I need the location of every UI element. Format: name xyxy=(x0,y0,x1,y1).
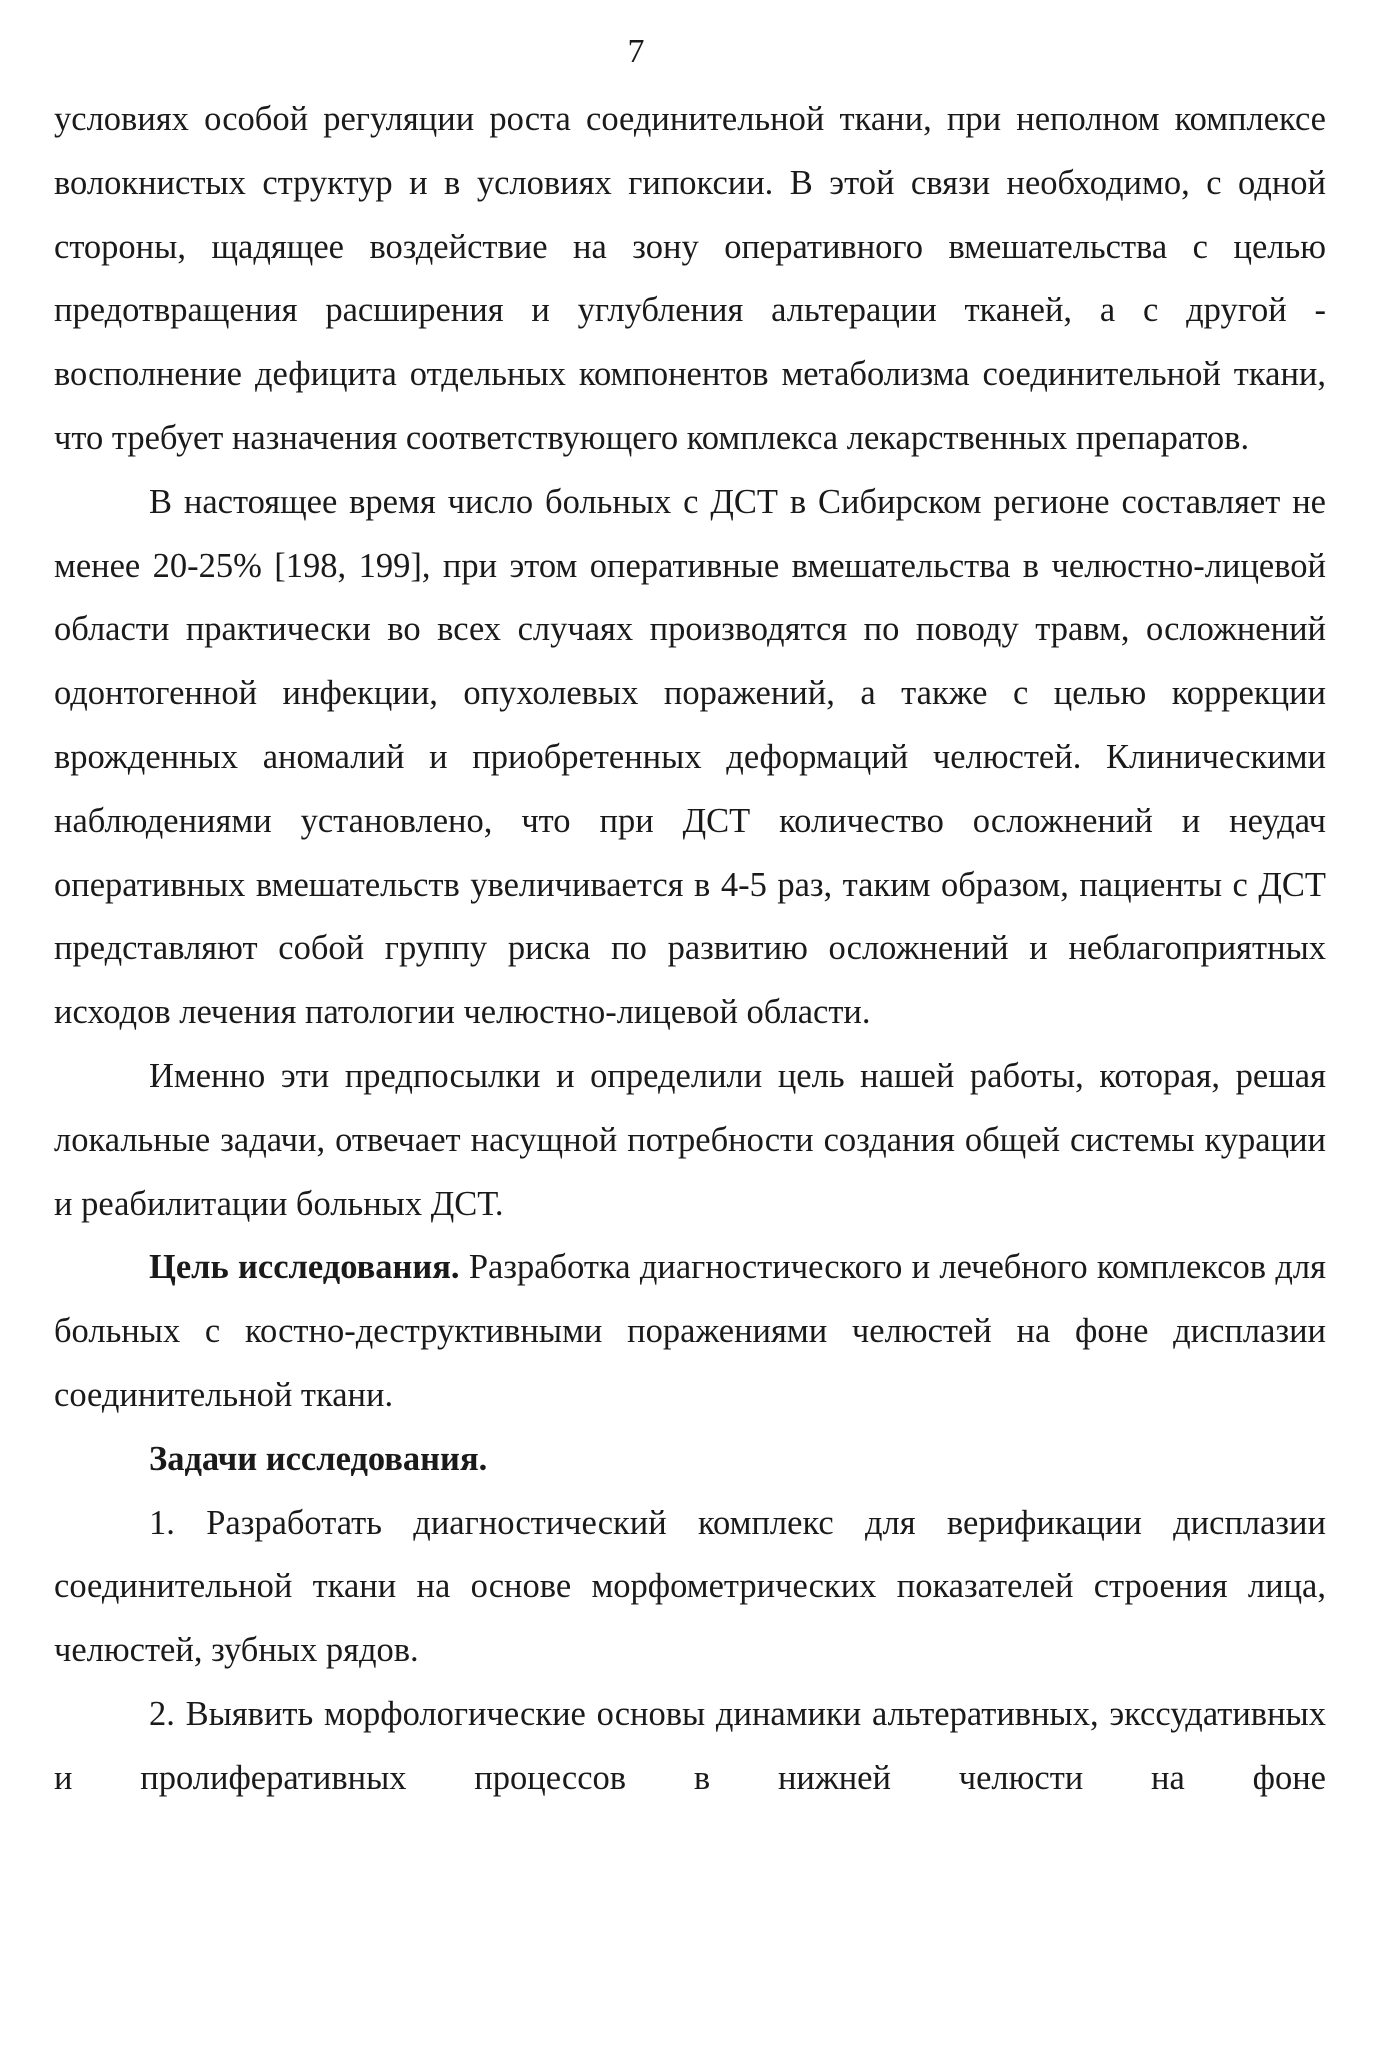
research-goal-label: Цель исследования. xyxy=(149,1248,460,1287)
paragraph-research-goal xyxy=(54,1236,1326,1427)
research-goal-text: Разработка диагностического и лечебного комплексов для больных с костно-деструктивными поражениями челюстей на фоне дисплазии соединительной ткани. xyxy=(54,1248,1326,1414)
page-number: 7 xyxy=(627,33,645,70)
paragraph-dst-prevalence: В настоящее время число больных с ДСТ в Сибирском регионе составляет не менее 20-25% [198, 199], при этом оперативные вмешательства в челюстно-лицевой области практически во всех случаях производятся по поводу травм, осложнений одонтогенной инфекции, опухолевых поражений, а также с целью коррекции врожденных аномалий и приобретенных деформаций челюстей. Клиническими наблюдениями установлено, что при ДСТ количество осложнений и неудач оперативных вмешательств увеличивается в 4-5 раз, таким образом, пациенты с ДСТ представляют собой группу риска по развитию осложнений и неблагоприятных исходов лечения патологии челюстно-лицевой области. xyxy=(54,482,1326,1032)
document-body xyxy=(54,88,1326,1811)
paragraph-prerequisites: Именно эти предпосылки и определили цель нашей работы, которая, решая локальные задачи, отвечает насущной потребности создания общей системы курации и реабилитации больных ДСТ. xyxy=(54,1056,1326,1223)
task-item-2: 2. Выявить морфологические основы динамики альтеративных, экссудативных и пролиферативных процессов в нижней челюсти на фоне xyxy=(54,1694,1326,1797)
tasks-heading: Задачи исследования. xyxy=(149,1439,488,1478)
task-item-1: 1. Разработать диагностический комплекс для верификации дисплазии соединительной ткани на основе морфометрических показателей строения лица, челюстей, зубных рядов. xyxy=(54,1503,1326,1670)
paragraph-continuation: условиях особой регуляции роста соединительной ткани, при неполном комплексе волокнистых структур и в условиях гипоксии. В этой связи необходимо, с одной стороны, щадящее воздействие на зону оперативного вмешательства с целью предотвращения расширения и углубления альтерации тканей, а с другой - восполнение дефицита отдельных компонентов метаболизма соединительной ткани, что требует назначения соответствующего комплекса лекарственных препаратов. xyxy=(54,100,1326,457)
